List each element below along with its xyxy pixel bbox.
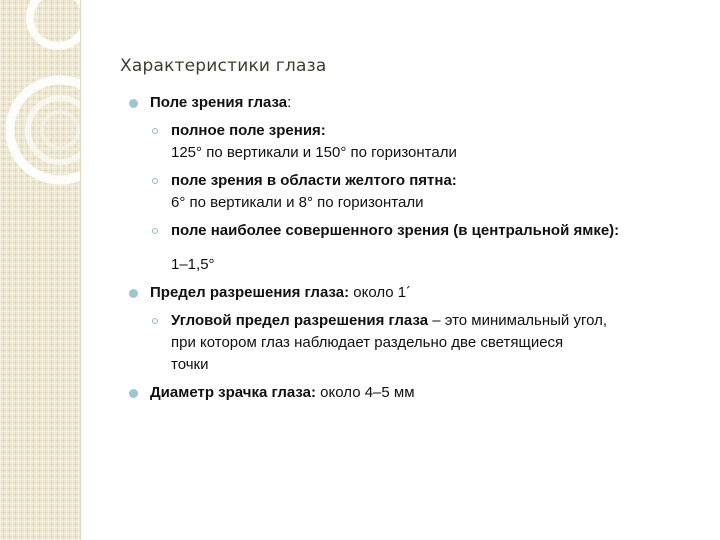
sub-bullet-icon [152, 318, 158, 324]
bullet-label: Диаметр зрачка глаза: [150, 384, 317, 401]
slide-title: Характеристики глаза [120, 56, 327, 76]
sub-bullet-icon [152, 228, 158, 234]
sub-item-bold: Угловой предел разрешения глаза [171, 312, 429, 329]
decorative-circles [0, 0, 80, 540]
sub-item-line [171, 310, 710, 332]
sub-item [126, 170, 710, 214]
bullet-icon [129, 389, 138, 398]
sub-item-text: 6° по вертикали и 8° по горизонтали [171, 194, 424, 211]
spacer [171, 242, 710, 254]
bullet-line [126, 92, 710, 114]
sub-item-bold: полное поле зрения: [171, 122, 326, 139]
sub-item [126, 120, 710, 164]
bullet-line [126, 382, 710, 404]
bullet-line [126, 282, 710, 304]
bullet-label: Предел разрешения глаза: [150, 284, 350, 301]
sub-bullet-icon [152, 178, 158, 184]
sub-item [126, 310, 710, 376]
sub-item-bold: поле наиболее совершенного зрения (в центральной ямке): [171, 222, 620, 239]
sub-bullet-icon [152, 128, 158, 134]
sub-item-text: 1–1,5° [171, 256, 215, 273]
list-item [126, 92, 710, 276]
list-item [126, 382, 710, 404]
sub-item-rest: – это минимальный угол, [428, 312, 608, 329]
bullet-icon [129, 99, 138, 108]
sub-item-bold: поле зрения в области желтого пятна: [171, 172, 457, 189]
bullet-icon [129, 289, 138, 298]
decorative-left-band [0, 0, 81, 540]
sub-item-text: точки [171, 356, 209, 373]
sub-item-text: при котором глаз наблюдает раздельно две светящиеся [171, 334, 564, 351]
sub-item [126, 220, 710, 276]
sub-item-text: 125° по вертикали и 150° по горизонтали [171, 144, 457, 161]
bullet-label-rest: около 4–5 мм [316, 384, 415, 401]
content-list [126, 92, 710, 404]
bullet-label-rest: около 1´ [349, 284, 412, 301]
bullet-label: Поле зрения глаза [150, 94, 288, 111]
list-item [126, 282, 710, 376]
bullet-label-rest: : [287, 94, 292, 111]
